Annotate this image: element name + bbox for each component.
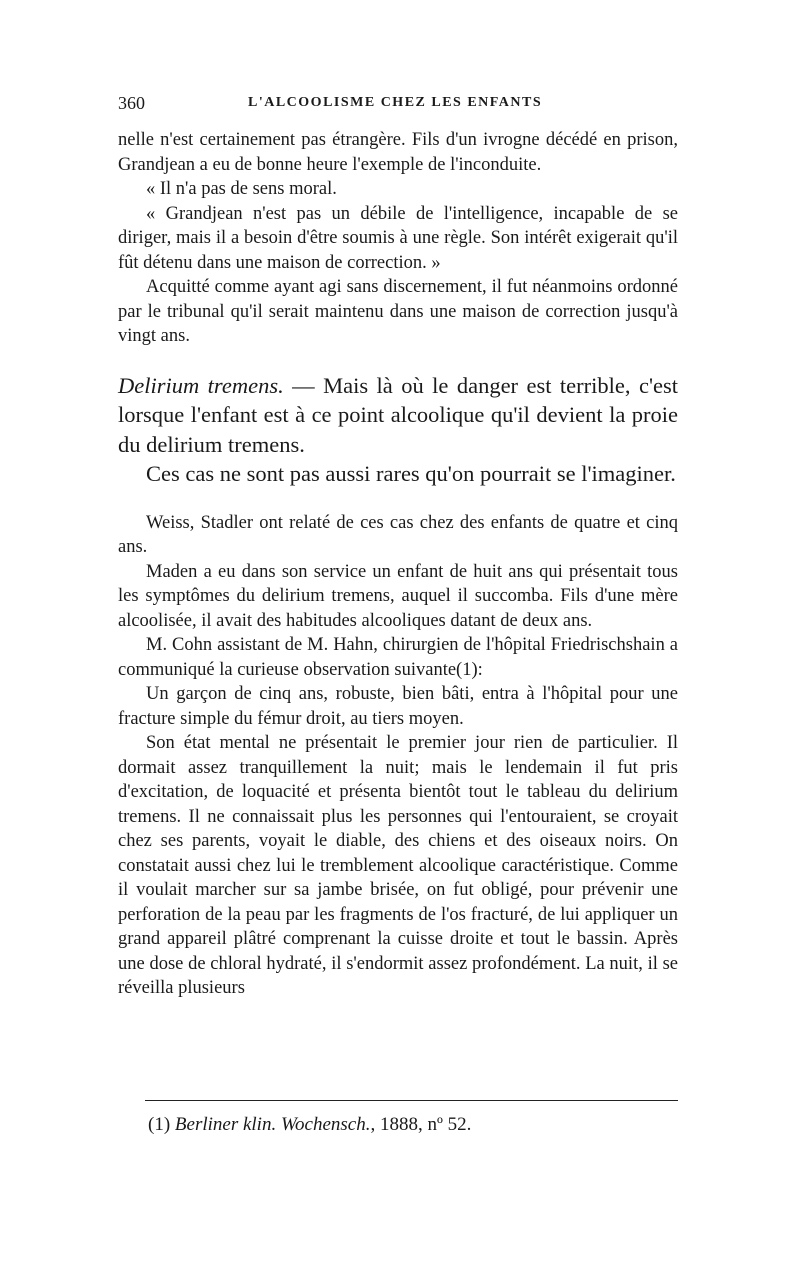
- footnote: [148, 1114, 678, 1136]
- page-body: [118, 128, 678, 1001]
- paragraph: Acquitté comme ayant agi sans discernement, il fut néanmoins ordonné par le tribunal qu'il serait maintenu dans une maison de correction jusqu'à vingt ans.: [118, 277, 678, 346]
- section-paragraph: [118, 371, 678, 460]
- paragraph: Un garçon de cinq ans, robuste, bien bâti, entra à l'hôpital pour une fracture simple du fémur droit, au tiers moyen.: [118, 684, 678, 729]
- paragraph: « Il n'a pas de sens moral.: [146, 179, 337, 199]
- paragraph: Weiss, Stadler ont relaté de ces cas chez des enfants de quatre et cinq ans.: [118, 512, 678, 557]
- opening-section: [118, 128, 678, 349]
- running-header: [118, 93, 678, 117]
- footnote-divider: [145, 1100, 678, 1101]
- running-title: L'ALCOOLISME CHEZ LES ENFANTS: [248, 95, 543, 110]
- paragraph: Maden a eu dans son service un enfant de huit ans qui présentait tous les symptômes du delirium tremens, auquel il succomba. Fils d'une mère alcoolisée, il avait des habitudes alcooliques datant de deux ans.: [118, 561, 678, 631]
- paragraph: « Grandjean n'est pas un débile de l'intelligence, incapable de se diriger, mais il a besoin d'être soumis à une règle. Son intérêt exigerait qu'il fût détenu dans une maison de correction. »: [118, 203, 678, 273]
- paragraph: M. Cohn assistant de M. Hahn, chirurgien de l'hôpital Friedrischshain a communiqué la curieuse observation suivante(1):: [118, 635, 678, 680]
- cases-section: [118, 511, 678, 1001]
- paragraph: Ces cas ne sont pas aussi rares qu'on pourrait se l'imaginer.: [146, 461, 676, 486]
- section-heading: Delirium tremens.: [118, 372, 284, 398]
- footnote-details: , 1888, nº 52.: [370, 1114, 472, 1135]
- footnote-marker: (1): [148, 1114, 171, 1135]
- paragraph: Son état mental ne présentait le premier jour rien de particulier. Il dormait assez tranquillement la nuit; mais le lendemain il fut pris d'excitation, de loquacité et présenta bientôt tout le tableau du delirium tremens. Il ne connaissait plus les personnes qui l'entouraient, se croyait chez ses parents, voyait le diable, des chiens et des oiseaux noirs. On constatait aussi chez lui le tremblement alcoolique caractéristique. Comme il voulait marcher sur sa jambe brisée, on fut obligé, pour prévenir une perforation de la peau par les fragments de l'os fracturé, de lui appliquer un grand appareil plâtré comprenant la cuisse droite et tout le bassin. Après une dose de chloral hydraté, il s'endormit assez profondément. La nuit, il se réveilla plusieurs: [118, 733, 678, 998]
- paragraph: nelle n'est certainement pas étrangère. Fils d'un ivrogne décédé en prison, Grandjean a eu de bonne heure l'exemple de l'inconduite.: [118, 130, 678, 175]
- section-text: — Mais là où le danger est terrible, c'est lorsque l'enfant est à ce point alcoolique qu'il devient la proie du delirium tremens.: [118, 372, 678, 457]
- page-number: 360: [118, 93, 145, 113]
- footnote-source: Berliner klin. Wochensch.: [174, 1114, 371, 1135]
- delirium-section: [118, 371, 678, 489]
